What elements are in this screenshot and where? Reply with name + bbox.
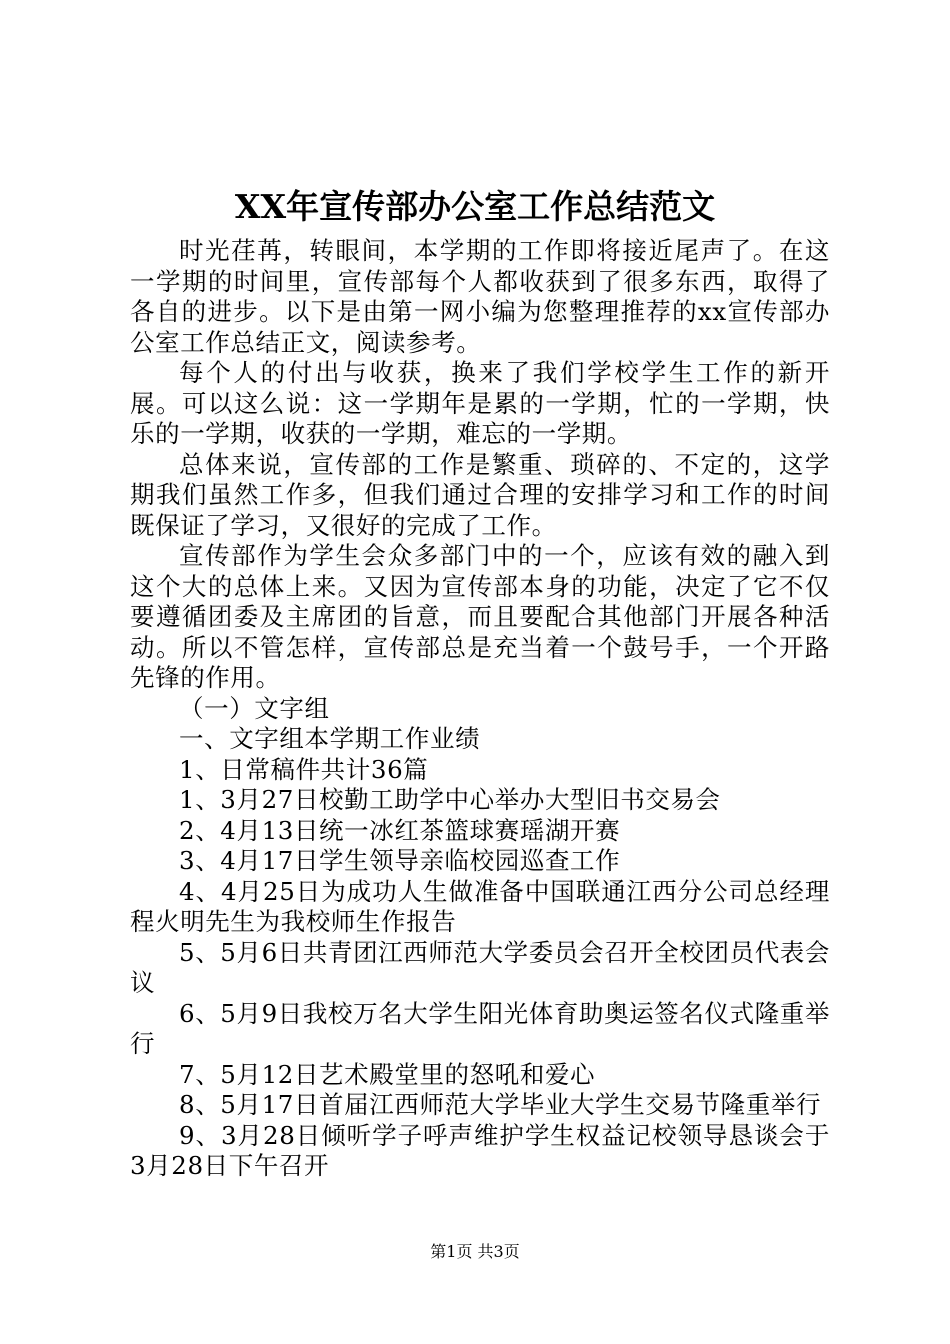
paragraph-intro: 时光荏苒，转眼间，本学期的工作即将接近尾声了。在这一学期的时间里，宣传部每个人都收获到了很多东西，取得了各自的进步。以下是由第一网小编为您整理推荐的xx宣传部办公室工作总结正文，阅读参考。 xyxy=(130,236,830,357)
list-item: 8、5月17日首届江西师范大学毕业大学生交易节隆重举行 xyxy=(179,1090,822,1119)
paragraph-overall: 总体来说，宣传部的工作是繁重、琐碎的、不定的，这学期我们虽然工作多，但我们通过合理的安排学习和工作的时间既保证了学习，又很好的完成了工作。 xyxy=(130,449,830,540)
paragraph-role: 宣传部作为学生会众多部门中的一个，应该有效的融入到这个大的总体上来。又因为宣传部本身的功能，决定了它不仅要遵循团委及主席团的旨意，而且要配合其他部门开展各种活动。所以不管怎样，宣传部总是充当着一个鼓号手，一个开路先锋的作用。 xyxy=(130,541,830,692)
list-item: 9、3月28日倾听学子呼声维护学生权益记校领导恳谈会于3月28日下午召开 xyxy=(130,1120,830,1180)
list-item: 4、4月25日为成功人生做准备中国联通江西分公司总经理程火明先生为我校师生作报告 xyxy=(130,876,830,936)
list-item: 2、4月13日统一冰红茶篮球赛瑶湖开赛 xyxy=(179,815,621,845)
list-item: 7、5月12日艺术殿堂里的怒吼和爱心 xyxy=(179,1059,596,1089)
list-item: 6、5月9日我校万名大学生阳光体育助奥运签名仪式隆重举行 xyxy=(130,998,830,1058)
list-item: 1、3月27日校勤工助学中心举办大型旧书交易会 xyxy=(179,785,721,814)
section-heading-text-group: （一）文字组 xyxy=(179,693,330,723)
list-item: 3、4月17日学生领导亲临校园巡查工作 xyxy=(179,846,621,875)
document-body xyxy=(130,236,830,1182)
page-footer: 第1页 共3页 xyxy=(430,1242,520,1261)
document-title: XX年宣传部办公室工作总结范文 xyxy=(234,187,716,226)
list-item: 5、5月6日共青团江西师范大学委员会召开全校团员代表会议 xyxy=(130,937,830,997)
list-item: 1、日常稿件共计36篇 xyxy=(179,754,429,784)
paragraph-effort: 每个人的付出与收获，换来了我们学校学生工作的新开展。可以这么说：这一学期年是累的一学期，忙的一学期，快乐的一学期，收获的一学期，难忘的一学期。 xyxy=(130,358,830,448)
subsection-heading-achievements: 一、文字组本学期工作业绩 xyxy=(179,724,481,753)
